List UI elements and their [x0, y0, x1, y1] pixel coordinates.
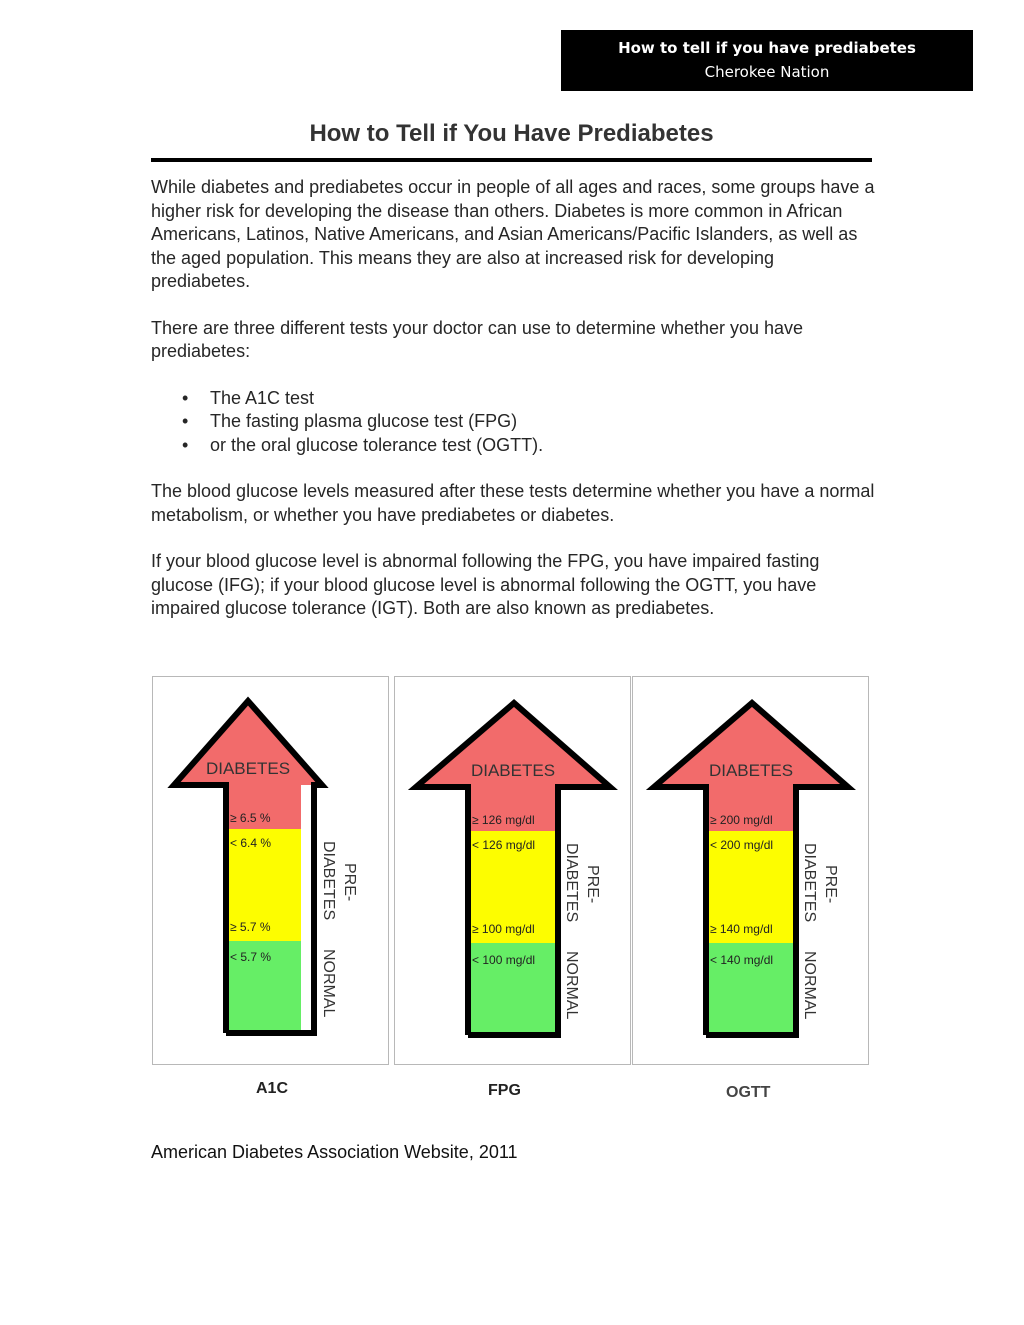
- normal-upper: < 140 mg/dl: [710, 953, 774, 967]
- title-divider: [151, 158, 872, 162]
- prediabetes-upper: < 126 mg/dl: [472, 838, 536, 852]
- arrow-panel-a1c: [152, 676, 389, 1065]
- prediabetes-lower: ≥ 5.7 %: [230, 920, 271, 934]
- normal-upper: < 100 mg/dl: [472, 953, 536, 967]
- diabetes-threshold: ≥ 200 mg/dl: [710, 813, 773, 827]
- arrow-head: [654, 703, 848, 797]
- arrow-graphic: [633, 677, 868, 1064]
- arrow-graphic: [153, 677, 388, 1064]
- paragraph-tests-intro: There are three different tests your doctor can use to determine whether you have prediabetes:: [151, 317, 804, 361]
- list-item: • or the oral glucose tolerance test (OGTT).: [210, 434, 876, 458]
- header-title: How to tell if you have prediabetes: [618, 39, 916, 57]
- arrow-panel-fpg: [394, 676, 631, 1065]
- arrow-graphic: [395, 677, 630, 1064]
- document-body: [151, 176, 876, 644]
- paragraph-ifg-igt: If your blood glucose level is abnormal following the FPG, you have impaired fasting glucose (IFG); if your blood glucose level is abnormal following the OGTT, you have impaired glucose tolerance (IGT). Both are also known as prediabetes.: [151, 551, 820, 618]
- header-subtitle: Cherokee Nation: [704, 63, 830, 81]
- normal-label: NORMAL: [320, 949, 337, 1018]
- test-label-fpg: FPG: [488, 1082, 521, 1099]
- diabetes-label: DIABETES: [708, 761, 794, 780]
- prediabetes-upper: < 6.4 %: [230, 836, 272, 850]
- arrow-head: [416, 703, 610, 797]
- prediabetes-lower: ≥ 140 mg/dl: [710, 922, 773, 936]
- source-citation: American Diabetes Association Website, 2011: [151, 1142, 518, 1162]
- diabetes-label: DIABETES: [470, 761, 556, 780]
- page-title: How to Tell if You Have Prediabetes: [309, 120, 714, 147]
- tests-list: [151, 387, 876, 458]
- list-item: • The A1C test: [210, 387, 876, 411]
- prediabetes-label-line1: PRE-: [584, 865, 601, 904]
- diabetes-threshold: ≥ 126 mg/dl: [472, 813, 535, 827]
- diabetes-threshold: ≥ 6.5 %: [230, 811, 271, 825]
- prediabetes-lower: ≥ 100 mg/dl: [472, 922, 535, 936]
- test-label-a1c: A1C: [256, 1080, 289, 1097]
- prediabetes-label-line2: DIABETES: [563, 843, 580, 923]
- diabetes-label: DIABETES: [205, 759, 291, 778]
- paragraph-levels: The blood glucose levels measured after these tests determine whether you have a normal metabolism, or whether you have prediabetes or diabetes.: [151, 481, 875, 525]
- paragraph-intro: While diabetes and prediabetes occur in people of all ages and races, some groups have a higher risk for developing the disease than others. Diabetes is more common in African Americans, Latinos, Native Americans, and Asian Americans/Pacific Islanders, as well as the aged population. This means they are also at increased risk for developing prediabetes.: [151, 177, 875, 291]
- header-banner: [561, 30, 973, 91]
- prediabetes-upper: < 200 mg/dl: [710, 838, 774, 852]
- normal-label: NORMAL: [801, 951, 818, 1020]
- prediabetes-label-line1: PRE-: [341, 863, 358, 902]
- normal-upper: < 5.7 %: [230, 950, 272, 964]
- prediabetes-label-line2: DIABETES: [801, 843, 818, 923]
- prediabetes-label-line2: DIABETES: [320, 841, 337, 921]
- list-item: • The fasting plasma glucose test (FPG): [210, 410, 876, 434]
- normal-label: NORMAL: [563, 951, 580, 1020]
- test-label-ogtt: OGTT: [726, 1084, 771, 1101]
- arrow-panel-ogtt: [632, 676, 869, 1065]
- prediabetes-label-line1: PRE-: [822, 865, 839, 904]
